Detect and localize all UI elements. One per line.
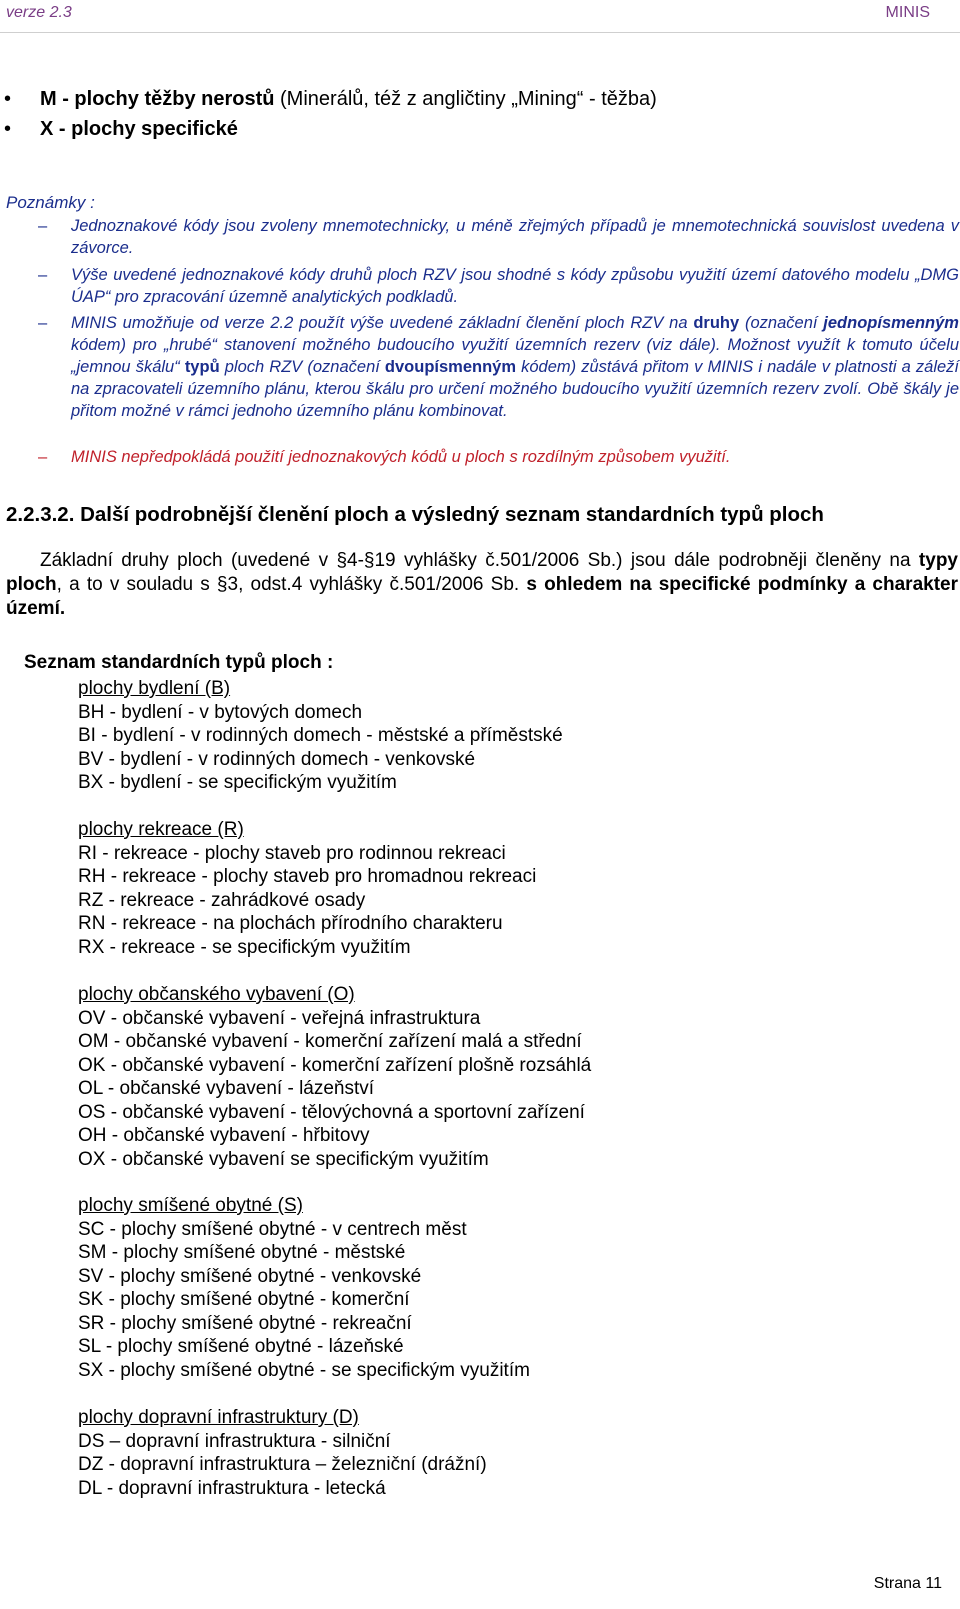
- header-version: verze 2.3: [6, 4, 72, 21]
- bullet-normal: (Minerálů, též z angličtiny „Mining“ - těžba): [274, 88, 657, 110]
- list-item: RI - rekreace - plochy staveb pro rodinnou rekreaci: [78, 842, 506, 864]
- list-item: RH - rekreace - plochy staveb pro hromadnou rekreaci: [78, 866, 537, 887]
- note-3-bold: dvoupísmenným: [384, 358, 517, 376]
- bullet-bold: X - plochy specifické: [40, 118, 238, 140]
- paragraph-bold: typy ploch: [6, 550, 958, 595]
- note-3-bold: typů: [184, 358, 220, 376]
- paragraph-text: , a to v souladu s §3, odst.4 vyhlášky č.501/2006 Sb.: [56, 574, 527, 595]
- list-item: BX - bydlení - se specifickým využitím: [78, 772, 397, 793]
- bullet-dot-icon: •: [4, 88, 12, 110]
- list-item: OH - občanské vybavení - hřbitovy: [78, 1125, 370, 1146]
- list-item: DL - dopravní infrastruktura - letecká: [78, 1477, 386, 1499]
- note-1-text: Jednoznakové kódy jsou zvoleny mnemotechnicky, u méně zřejmých případů je mnemotechnická souvislost uvedena v závorce.: [71, 217, 959, 257]
- notes-title: Poznámky :: [6, 193, 95, 212]
- dash-icon: –: [38, 266, 48, 284]
- list-item: BV - bydlení - v rodinných domech - venkovské: [78, 748, 476, 770]
- group-civic-amenities: [78, 983, 591, 1171]
- list-item: OS - občanské vybavení - tělovýchovná a sportovní zařízení: [78, 1101, 585, 1123]
- note-2: [38, 264, 959, 308]
- list-item: OX - občanské vybavení se specifickým využitím: [78, 1148, 489, 1170]
- group-heading: plochy občanského vybavení (O): [78, 984, 355, 1005]
- note-3-bold: druhy: [693, 314, 740, 332]
- list-item: OL - občanské vybavení - lázeňství: [78, 1078, 375, 1099]
- body-paragraph: [6, 549, 958, 621]
- page-number: Strana 11: [873, 1575, 942, 1592]
- dash-icon: –: [38, 314, 48, 332]
- group-mixed-residential: [78, 1194, 530, 1382]
- list-item: OV - občanské vybavení - veřejná infrastruktura: [78, 1007, 481, 1029]
- list-item: RN - rekreace - na plochách přírodního charakteru: [78, 913, 503, 934]
- list-item: DS – dopravní infrastruktura - silniční: [78, 1430, 391, 1452]
- list-item: RX - rekreace - se specifickým využitím: [78, 936, 411, 958]
- note-3-bold: jednopísmenným: [823, 314, 959, 332]
- bullet-dot-icon: •: [4, 118, 12, 140]
- list-item: SK - plochy smíšené obytné - komerční: [78, 1289, 410, 1310]
- group-transport: [78, 1406, 487, 1500]
- list-item: OM - občanské vybavení - komerční zařízení malá a střední: [78, 1031, 582, 1052]
- group-recreation: [78, 818, 536, 959]
- header-app-name: MINIS: [885, 4, 930, 21]
- list-item: SV - plochy smíšené obytné - venkovské: [78, 1265, 422, 1287]
- list-item: SL - plochy smíšené obytné - lázeňské: [78, 1336, 404, 1357]
- list-item: SR - plochy smíšené obytné - rekreační: [78, 1312, 412, 1334]
- note-3-text: MINIS umožňuje od verze 2.2 použít výše uvedené základní členění ploch RZV na: [71, 314, 694, 332]
- list-item: RZ - rekreace - zahrádkové osady: [78, 889, 366, 911]
- note-4: [38, 446, 959, 468]
- note-3: [38, 312, 960, 422]
- note-1: [38, 215, 959, 259]
- list-item: BH - bydlení - v bytových domech: [78, 701, 363, 723]
- list-item: SM - plochy smíšené obytné - městské: [78, 1242, 406, 1263]
- header-divider: [0, 32, 960, 33]
- list-title: Seznam standardních typů ploch :: [24, 652, 334, 673]
- group-heading: plochy dopravní infrastruktury (D): [78, 1407, 359, 1428]
- section-heading: 2.2.3.2. Další podrobnější členění ploch a výsledný seznam standardních typů ploch: [6, 503, 824, 526]
- list-item: OK - občanské vybavení - komerční zařízení plošně rozsáhlá: [78, 1054, 592, 1076]
- list-item: SX - plochy smíšené obytné - se specifickým využitím: [78, 1359, 530, 1381]
- dash-icon: –: [38, 217, 48, 235]
- note-3-text: kódem) zůstává přitom v MINIS i nadále v platnosti a záleží na zpracovateli územního plánu, kterou škálu pro určení možného budoucího využití územních rezerv zvolí. Obě škály je přitom možné v rámci jednoho územního plánu kombinovat.: [71, 358, 960, 420]
- note-2-text: Výše uvedené jednoznakové kódy druhů ploch RZV jsou shodné s kódy způsobu využití území datového modelu „DMG ÚAP“ pro zpracování územně analytických podkladů.: [71, 266, 959, 306]
- group-heading: plochy bydlení (B): [78, 678, 231, 699]
- note-3-text: kódem) pro „hrubé“ stanovení možného budoucího využití územních rezerv (viz dále). Možnost využít k tomuto účelu „jemnou škálu“: [71, 336, 959, 376]
- bullet-item-x: [4, 118, 238, 141]
- bullet-bold: M - plochy těžby nerostů: [40, 88, 275, 110]
- group-heading: plochy smíšené obytné (S): [78, 1195, 303, 1216]
- note-4-text: MINIS nepředpokládá použití jednoznakových kódů u ploch s rozdílným způsobem využití.: [71, 448, 731, 466]
- group-housing: [78, 677, 563, 795]
- dash-icon: –: [38, 448, 48, 466]
- note-3-text: (označení: [739, 314, 824, 332]
- note-3-text: ploch RZV (označení: [219, 358, 385, 376]
- paragraph-bold: s ohledem na specifické podmínky a charakter území.: [6, 574, 958, 619]
- list-item: BI - bydlení - v rodinných domech - městské a příměstské: [78, 725, 563, 746]
- group-heading: plochy rekreace (R): [78, 819, 244, 840]
- list-item: DZ - dopravní infrastruktura – železniční (drážní): [78, 1454, 487, 1475]
- paragraph-text: Základní druhy ploch (uvedené v §4-§19 vyhlášky č.501/2006 Sb.) jsou dále podrobněji členěny na: [40, 550, 919, 571]
- list-item: SC - plochy smíšené obytné - v centrech měst: [78, 1218, 467, 1240]
- bullet-item-m: [4, 88, 657, 111]
